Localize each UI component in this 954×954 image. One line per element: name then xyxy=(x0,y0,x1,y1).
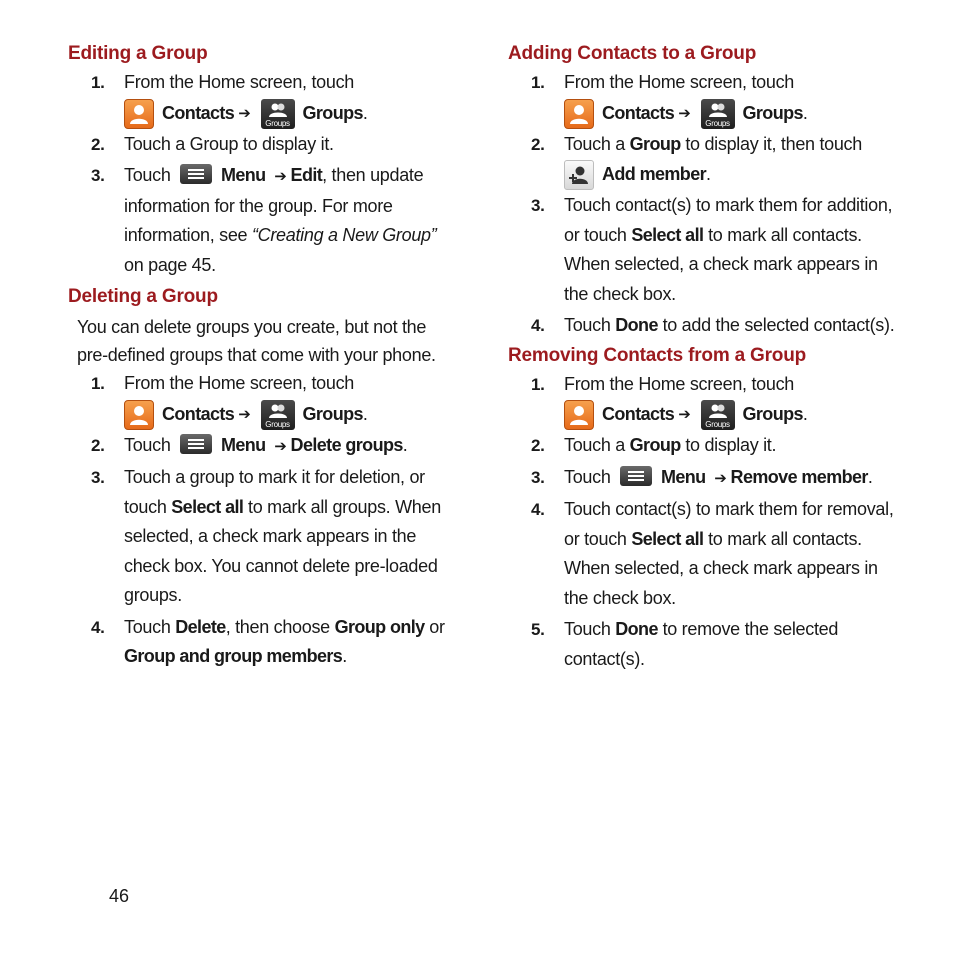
groups-icon: Groups xyxy=(701,400,735,430)
menu-icon xyxy=(620,466,652,486)
deleting-intro: You can delete groups you create, but not the pre-defined groups that come with your phone. xyxy=(77,317,436,365)
removing-step-4: 4. Touch contact(s) to mark them for removal, or touch Select all to mark all contacts. When selected, a check mark appears in the check box. xyxy=(531,499,894,608)
deleting-step-4: 4. Touch Delete, then choose Group only or Group and group members. xyxy=(91,616,445,666)
groups-icon: Groups xyxy=(261,400,295,430)
contacts-icon xyxy=(564,400,594,430)
contacts-icon xyxy=(564,99,594,129)
editing-step-3: 3. Touch Menu ➔ Edit, then update information for the group. For more information, see “Creating a New Group” on page 45. xyxy=(91,165,437,275)
contacts-icon xyxy=(124,99,154,129)
section-title-removing: Removing Contacts from a Group xyxy=(508,344,807,366)
contacts-icon xyxy=(124,400,154,430)
groups-icon: Groups xyxy=(701,99,735,129)
deleting-step-1: 1. From the Home screen, touch Contacts ➔ Groups Groups . xyxy=(91,373,368,429)
right-column xyxy=(508,40,908,674)
section-title-adding: Adding Contacts to a Group xyxy=(508,43,757,64)
menu-icon xyxy=(180,434,212,454)
deleting-step-2: 2. Touch Menu ➔ Delete groups. xyxy=(91,434,408,455)
removing-step-5: 5. Touch Done to remove the selected contact(s). xyxy=(531,619,839,669)
left-column xyxy=(68,40,468,672)
adding-step-2: 2. Touch a Group to display it, then touch Add member . xyxy=(508,130,908,192)
adding-step-1: 1. From the Home screen, touch Contacts ➔ Groups Groups . xyxy=(531,72,808,128)
removing-step-3: 3. Touch Menu ➔ Remove member. xyxy=(531,466,873,487)
removing-step-2: 2. Touch a Group to display it. xyxy=(531,435,777,455)
groups-icon: Groups xyxy=(261,99,295,129)
add-member-icon xyxy=(564,160,594,190)
editing-step-2: 2. Touch a Group to display it. xyxy=(91,133,334,154)
adding-step-4: 4. Touch Done to add the selected contact(s). xyxy=(531,315,895,335)
section-title-deleting: Deleting a Group xyxy=(68,286,218,307)
adding-step-3: 3. Touch contact(s) to mark them for addition, or touch Select all to mark all contacts. When selected, a check mark appears in the check box. xyxy=(531,195,893,304)
removing-step-1: 1. From the Home screen, touch Contacts ➔ Groups Groups . xyxy=(531,373,808,429)
menu-icon xyxy=(180,164,212,184)
editing-step-1: 1. From the Home screen, touch Contacts ➔ Groups Groups . xyxy=(91,72,368,128)
deleting-step-3: 3. Touch a group to mark it for deletion, or touch Select all to mark all groups. When selected, a check mark appears in the check box. You cannot delete pre-loaded groups. xyxy=(91,467,441,605)
page-number: 46 xyxy=(109,886,130,906)
section-title-editing: Editing a Group xyxy=(68,43,208,64)
